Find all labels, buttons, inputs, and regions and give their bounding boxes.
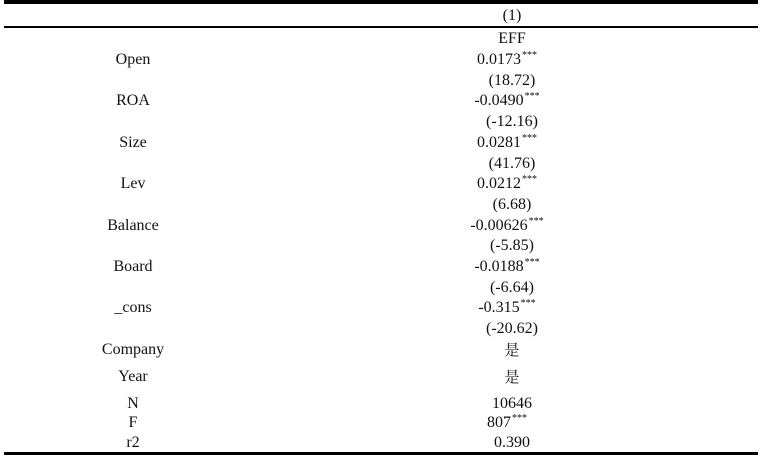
coef-cons [478,299,535,317]
significance-stars: *** [522,174,537,185]
table-bottom-rule [4,452,758,455]
coef-value: -0.0490 [474,92,524,109]
year-fe-indicator: 是 [504,368,520,386]
row-label-cons: _cons [114,299,152,316]
f-value: 807 [487,414,511,431]
coef-value: -0.315 [478,299,520,316]
tstat-size: (41.76) [488,155,536,172]
coef-board [474,258,539,276]
row-label-size: Size [119,134,147,151]
row-label-f: F [128,414,138,431]
significance-stars: *** [522,50,537,61]
coef-value: -0.00626 [470,217,528,234]
significance-stars: *** [520,298,536,309]
significance-stars: *** [512,413,527,424]
tstat-lev: (6.68) [492,196,532,213]
significance-stars: *** [524,91,540,102]
tstat-roa: (-12.16) [486,113,538,130]
row-label-lev: Lev [120,175,146,192]
row-label-year: Year [118,368,148,385]
tstat-open: (18.72) [488,72,536,89]
row-label-roa: ROA [116,92,150,109]
f-statistic [487,414,527,432]
row-label-r2: r2 [126,434,140,451]
coef-value: 0.0212 [477,175,521,192]
row-label-open: Open [115,51,151,68]
row-label-n: N [127,395,139,412]
r-squared-value: 0.390 [494,434,530,451]
significance-stars: *** [524,257,540,268]
row-label-company: Company [101,341,165,358]
coef-balance [470,217,543,235]
significance-stars: *** [522,133,537,144]
row-label-board: Board [113,258,153,275]
coef-lev [477,175,537,193]
coef-value: -0.0188 [474,258,524,275]
tstat-cons: (-20.62) [486,320,538,337]
table-header-rule [4,26,758,28]
coef-roa [474,92,539,110]
table-top-rule [4,0,758,4]
observations-value: 10646 [492,395,532,412]
coef-open [477,51,537,69]
coef-value: 0.0281 [477,134,521,151]
dependent-variable-header: EFF [498,30,526,47]
column-number-header: (1) [502,7,522,24]
tstat-board: (-6.64) [490,279,534,296]
significance-stars: *** [528,216,544,227]
coef-size [477,134,537,152]
company-fe-indicator: 是 [504,341,520,359]
row-label-balance: Balance [107,217,159,234]
tstat-balance: (-5.85) [490,237,534,254]
coef-value: 0.0173 [477,51,521,68]
